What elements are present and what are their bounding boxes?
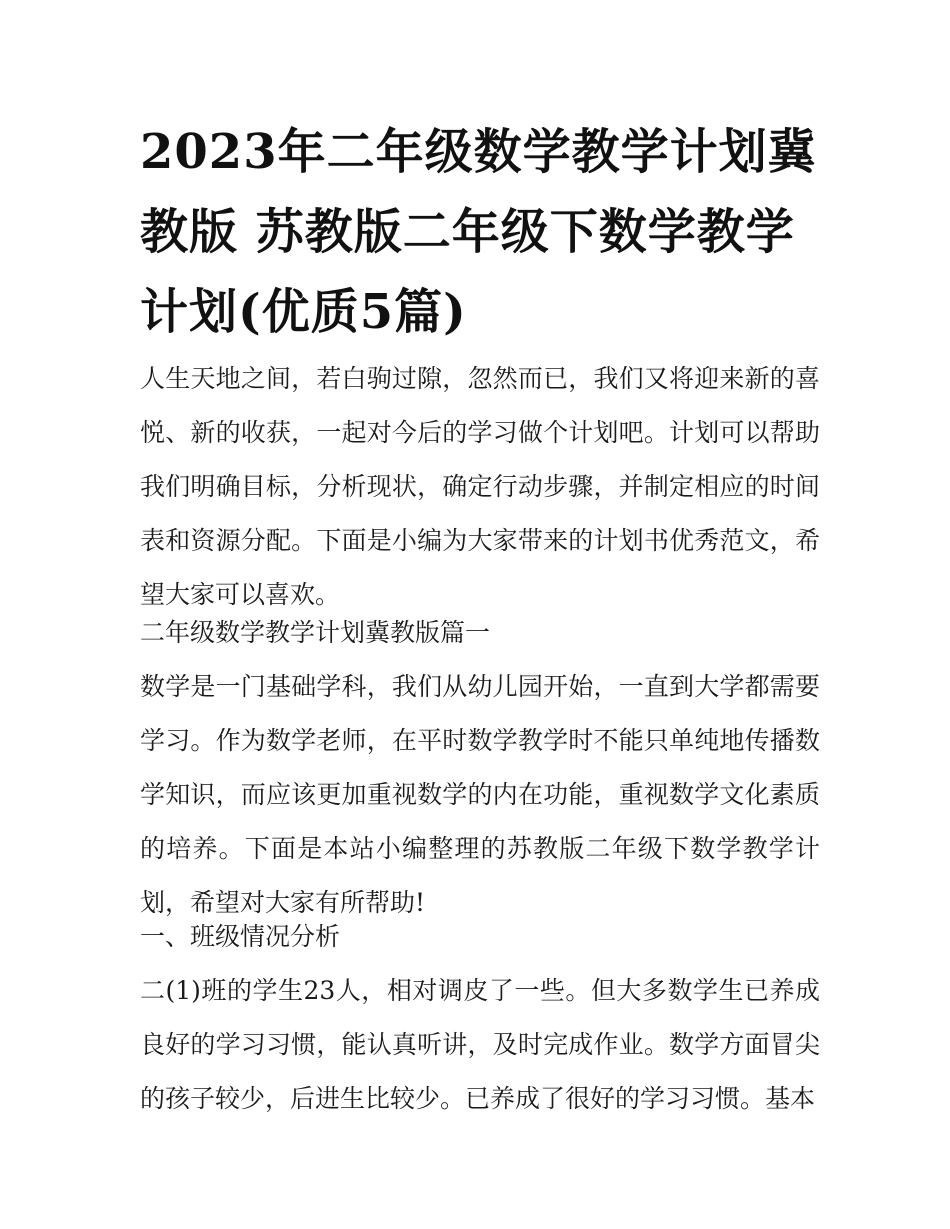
section-intro-paragraph: 数学是一门基础学科，我们从幼儿园开始，一直到大学都需要学习。作为数学老师，在平时数学教学时不能只单纯地传播数学知识，而应该更加重视数学的内在功能，重视数学文化素质的培养。下面是本站小编整理的苏教版二年级下数学教学计划，希望对大家有所帮助! [140,672,820,917]
class-analysis-paragraph: 二(1)班的学生23人，相对调皮了一些。但大多数学生已养成良好的学习习惯，能认真听讲，及时完成作业。数学方面冒尖的孩子较少，后进生比较少。已养成了很好的学习习惯。基本 [140,976,820,1113]
section-title: 二年级数学教学计划冀教版篇一 [140,618,491,647]
intro-paragraph: 人生天地之间，若白驹过隙，忽然而已，我们又将迎来新的喜悦、新的收获，一起对今后的学习做个计划吧。计划可以帮助我们明确目标，分析现状，确定行动步骤，并制定相应的时间表和资源分配。下面是小编为大家带来的计划书优秀范文，希望大家可以喜欢。 [140,364,820,609]
document-title: 2023年二年级数学教学计划冀教版 苏教版二年级下数学教学计划(优质5篇) [140,124,817,340]
subheading-class-analysis: 一、班级情况分析 [140,922,341,951]
